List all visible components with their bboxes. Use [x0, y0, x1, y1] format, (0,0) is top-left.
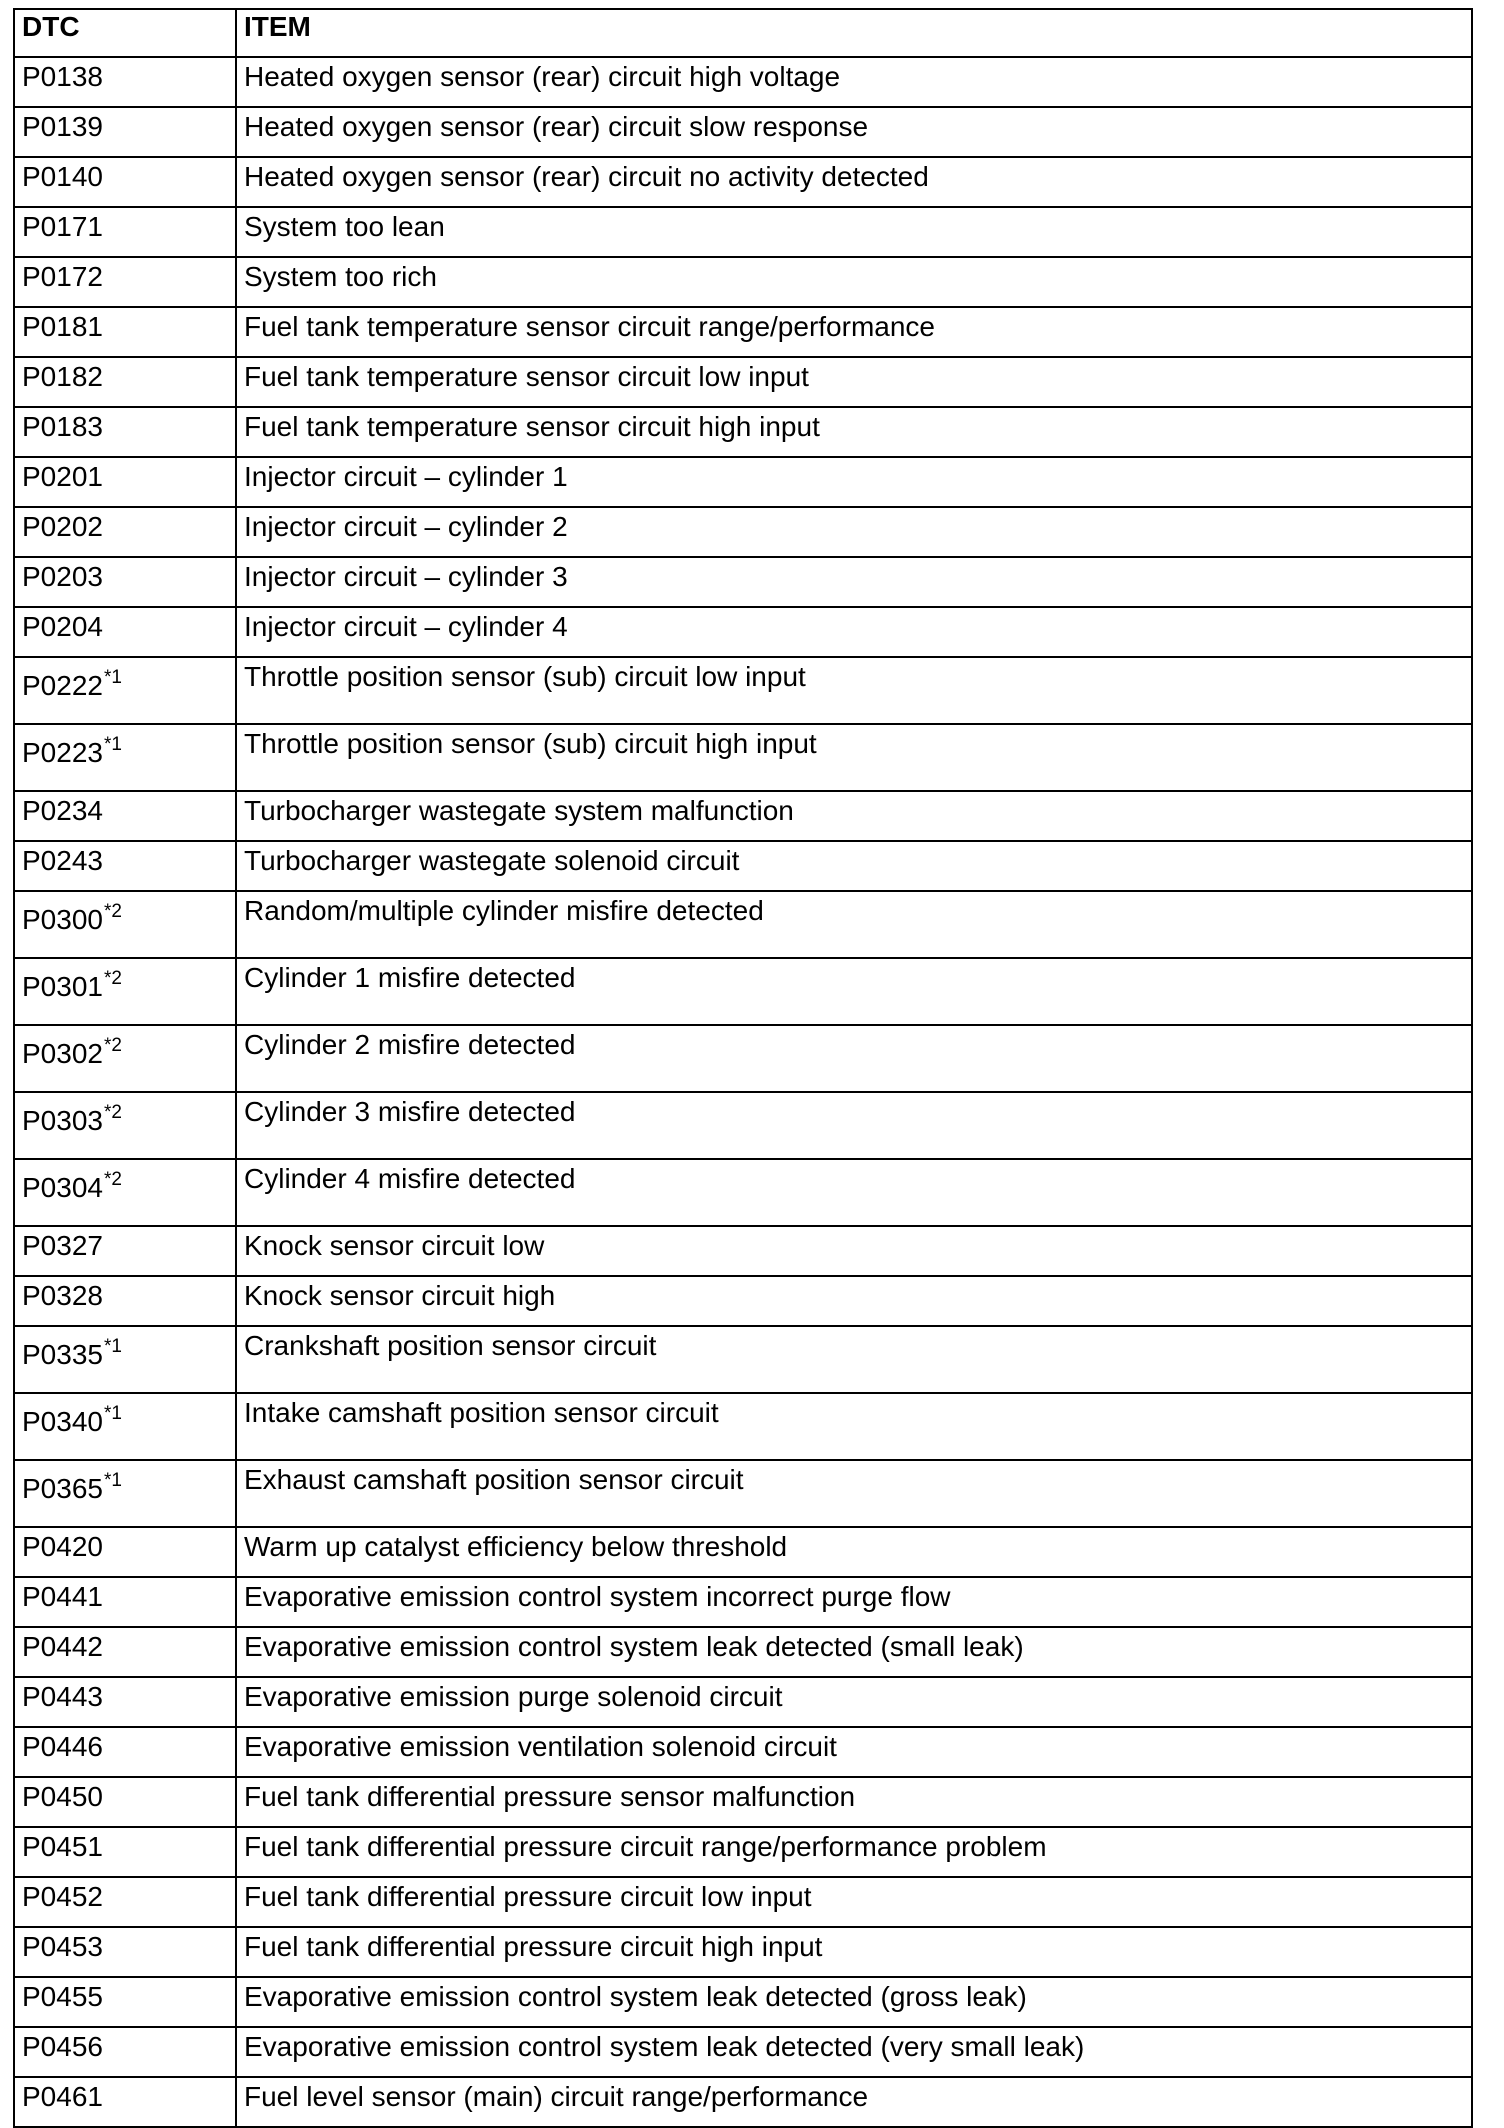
dtc-code: P0140: [22, 161, 103, 192]
dtc-code-cell: [14, 207, 236, 257]
dtc-code: P0300: [22, 904, 103, 935]
dtc-code: P0171: [22, 211, 103, 242]
footnote-marker: *1: [103, 1470, 122, 1491]
dtc-code-cell: [14, 791, 236, 841]
table-row: [14, 1092, 1472, 1159]
dtc-code: P0172: [22, 261, 103, 292]
dtc-item-description: Cylinder 1 misfire detected: [236, 958, 1472, 1025]
dtc-code: P0442: [22, 1631, 103, 1662]
dtc-item-description: Fuel tank temperature sensor circuit low input: [236, 357, 1472, 407]
dtc-code-cell: [14, 724, 236, 791]
table-row: [14, 507, 1472, 557]
table-row: [14, 607, 1472, 657]
dtc-code-cell: [14, 2077, 236, 2127]
dtc-item-description: Evaporative emission control system leak detected (small leak): [236, 1627, 1472, 1677]
dtc-code-cell: [14, 607, 236, 657]
dtc-item-description: Knock sensor circuit low: [236, 1226, 1472, 1276]
dtc-code: P0302: [22, 1038, 103, 1069]
dtc-code-cell: [14, 1527, 236, 1577]
table-row: [14, 2077, 1472, 2127]
table-row: [14, 1226, 1472, 1276]
dtc-code-cell: [14, 1777, 236, 1827]
dtc-code: P0461: [22, 2081, 103, 2112]
dtc-item-description: Fuel level sensor (main) circuit range/performance: [236, 2077, 1472, 2127]
header-item: ITEM: [236, 9, 1472, 57]
dtc-code-cell: [14, 357, 236, 407]
table-row: [14, 157, 1472, 207]
table-row: [14, 1977, 1472, 2027]
dtc-item-description: Fuel tank temperature sensor circuit high input: [236, 407, 1472, 457]
dtc-code: P0441: [22, 1581, 103, 1612]
dtc-item-description: Evaporative emission control system leak detected (very small leak): [236, 2027, 1472, 2077]
dtc-item-description: Injector circuit – cylinder 1: [236, 457, 1472, 507]
dtc-code-cell: [14, 157, 236, 207]
dtc-code-cell: [14, 1627, 236, 1677]
dtc-code-cell: [14, 1460, 236, 1527]
dtc-code-cell: [14, 1977, 236, 2027]
dtc-code-cell: [14, 1577, 236, 1627]
dtc-code: P0139: [22, 111, 103, 142]
dtc-code: P0181: [22, 311, 103, 342]
dtc-item-description: Fuel tank differential pressure circuit low input: [236, 1877, 1472, 1927]
dtc-item-description: Fuel tank differential pressure sensor malfunction: [236, 1777, 1472, 1827]
table-row: [14, 307, 1472, 357]
dtc-code: P0202: [22, 511, 103, 542]
dtc-code: P0223: [22, 737, 103, 768]
table-row: [14, 1276, 1472, 1326]
dtc-item-description: Crankshaft position sensor circuit: [236, 1326, 1472, 1393]
footnote-marker: *1: [103, 667, 122, 688]
table-row: [14, 1627, 1472, 1677]
dtc-item-description: Evaporative emission purge solenoid circuit: [236, 1677, 1472, 1727]
dtc-item-description: Heated oxygen sensor (rear) circuit slow response: [236, 107, 1472, 157]
table-header-row: [14, 9, 1472, 57]
table-row: [14, 407, 1472, 457]
dtc-code: P0203: [22, 561, 103, 592]
dtc-item-description: Fuel tank temperature sensor circuit range/performance: [236, 307, 1472, 357]
dtc-item-description: Cylinder 3 misfire detected: [236, 1092, 1472, 1159]
table-row: [14, 1460, 1472, 1527]
table-row: [14, 791, 1472, 841]
table-row: [14, 1777, 1472, 1827]
dtc-item-description: Fuel tank differential pressure circuit high input: [236, 1927, 1472, 1977]
dtc-item-description: Random/multiple cylinder misfire detected: [236, 891, 1472, 958]
footnote-marker: *2: [103, 968, 122, 989]
table-row: [14, 891, 1472, 958]
dtc-code-cell: [14, 257, 236, 307]
dtc-table: [13, 8, 1473, 2128]
dtc-item-description: Throttle position sensor (sub) circuit high input: [236, 724, 1472, 791]
dtc-code-cell: [14, 1877, 236, 1927]
dtc-item-description: Injector circuit – cylinder 3: [236, 557, 1472, 607]
table-row: [14, 1159, 1472, 1226]
dtc-code-cell: [14, 507, 236, 557]
footnote-marker: *2: [103, 1035, 122, 1056]
table-row: [14, 107, 1472, 157]
dtc-code: P0303: [22, 1105, 103, 1136]
dtc-code: P0301: [22, 971, 103, 1002]
dtc-item-description: System too rich: [236, 257, 1472, 307]
footnote-marker: *2: [103, 901, 122, 922]
dtc-item-description: Injector circuit – cylinder 2: [236, 507, 1472, 557]
table-row: [14, 1877, 1472, 1927]
dtc-code: P0455: [22, 1981, 103, 2012]
table-row: [14, 1677, 1472, 1727]
dtc-code-cell: [14, 57, 236, 107]
dtc-item-description: Fuel tank differential pressure circuit range/performance problem: [236, 1827, 1472, 1877]
dtc-code: P0182: [22, 361, 103, 392]
footnote-marker: *1: [103, 734, 122, 755]
dtc-code: P0450: [22, 1781, 103, 1812]
dtc-code-cell: [14, 1677, 236, 1727]
dtc-code: P0243: [22, 845, 103, 876]
table-row: [14, 57, 1472, 107]
table-row: [14, 257, 1472, 307]
dtc-code: P0456: [22, 2031, 103, 2062]
dtc-item-description: Turbocharger wastegate system malfunction: [236, 791, 1472, 841]
table-row: [14, 207, 1472, 257]
dtc-code: P0222: [22, 670, 103, 701]
table-row: [14, 357, 1472, 407]
table-row: [14, 2027, 1472, 2077]
dtc-code-cell: [14, 1025, 236, 1092]
dtc-code-cell: [14, 891, 236, 958]
dtc-code: P0183: [22, 411, 103, 442]
dtc-code-cell: [14, 841, 236, 891]
dtc-code-cell: [14, 557, 236, 607]
table-row: [14, 1326, 1472, 1393]
table-row: [14, 457, 1472, 507]
dtc-item-description: Knock sensor circuit high: [236, 1276, 1472, 1326]
dtc-code: P0365: [22, 1473, 103, 1504]
dtc-item-description: Warm up catalyst efficiency below threshold: [236, 1527, 1472, 1577]
dtc-code-cell: [14, 1727, 236, 1777]
dtc-code-cell: [14, 2027, 236, 2077]
dtc-code-cell: [14, 407, 236, 457]
footnote-marker: *1: [103, 1336, 122, 1357]
dtc-code: P0201: [22, 461, 103, 492]
dtc-item-description: Exhaust camshaft position sensor circuit: [236, 1460, 1472, 1527]
dtc-code-cell: [14, 1226, 236, 1276]
dtc-code-cell: [14, 1326, 236, 1393]
dtc-item-description: Evaporative emission ventilation solenoid circuit: [236, 1727, 1472, 1777]
dtc-code: P0446: [22, 1731, 103, 1762]
table-row: [14, 1577, 1472, 1627]
dtc-code: P0304: [22, 1172, 103, 1203]
dtc-code-cell: [14, 1276, 236, 1326]
dtc-item-description: Cylinder 2 misfire detected: [236, 1025, 1472, 1092]
dtc-code: P0138: [22, 61, 103, 92]
dtc-code: P0234: [22, 795, 103, 826]
dtc-item-description: Evaporative emission control system incorrect purge flow: [236, 1577, 1472, 1627]
dtc-code-cell: [14, 307, 236, 357]
table-row: [14, 1827, 1472, 1877]
dtc-item-description: Cylinder 4 misfire detected: [236, 1159, 1472, 1226]
dtc-table-wrapper: [13, 8, 1473, 2128]
dtc-code: P0453: [22, 1931, 103, 1962]
table-row: [14, 1393, 1472, 1460]
dtc-code-cell: [14, 657, 236, 724]
dtc-code: P0335: [22, 1339, 103, 1370]
dtc-code: P0328: [22, 1280, 103, 1311]
dtc-code-cell: [14, 457, 236, 507]
dtc-code: P0443: [22, 1681, 103, 1712]
dtc-item-description: Injector circuit – cylinder 4: [236, 607, 1472, 657]
dtc-code-cell: [14, 958, 236, 1025]
footnote-marker: *2: [103, 1102, 122, 1123]
dtc-code-cell: [14, 1827, 236, 1877]
table-row: [14, 724, 1472, 791]
dtc-code-cell: [14, 1159, 236, 1226]
dtc-code: P0327: [22, 1230, 103, 1261]
dtc-code: P0204: [22, 611, 103, 642]
dtc-code: P0452: [22, 1881, 103, 1912]
table-row: [14, 1527, 1472, 1577]
table-row: [14, 1727, 1472, 1777]
dtc-code-cell: [14, 1092, 236, 1159]
footnote-marker: *2: [103, 1169, 122, 1190]
table-row: [14, 958, 1472, 1025]
dtc-item-description: Turbocharger wastegate solenoid circuit: [236, 841, 1472, 891]
table-row: [14, 1025, 1472, 1092]
dtc-item-description: Heated oxygen sensor (rear) circuit high voltage: [236, 57, 1472, 107]
dtc-item-description: Throttle position sensor (sub) circuit low input: [236, 657, 1472, 724]
dtc-code-cell: [14, 107, 236, 157]
header-dtc: DTC: [14, 9, 236, 57]
dtc-item-description: Heated oxygen sensor (rear) circuit no activity detected: [236, 157, 1472, 207]
table-row: [14, 557, 1472, 607]
dtc-code-cell: [14, 1393, 236, 1460]
dtc-code: P0451: [22, 1831, 103, 1862]
footnote-marker: *1: [103, 1403, 122, 1424]
dtc-item-description: Evaporative emission control system leak detected (gross leak): [236, 1977, 1472, 2027]
table-row: [14, 841, 1472, 891]
dtc-code-cell: [14, 1927, 236, 1977]
dtc-item-description: System too lean: [236, 207, 1472, 257]
table-row: [14, 1927, 1472, 1977]
dtc-item-description: Intake camshaft position sensor circuit: [236, 1393, 1472, 1460]
table-row: [14, 657, 1472, 724]
dtc-code: P0420: [22, 1531, 103, 1562]
table-body: [14, 57, 1472, 2127]
dtc-code: P0340: [22, 1406, 103, 1437]
